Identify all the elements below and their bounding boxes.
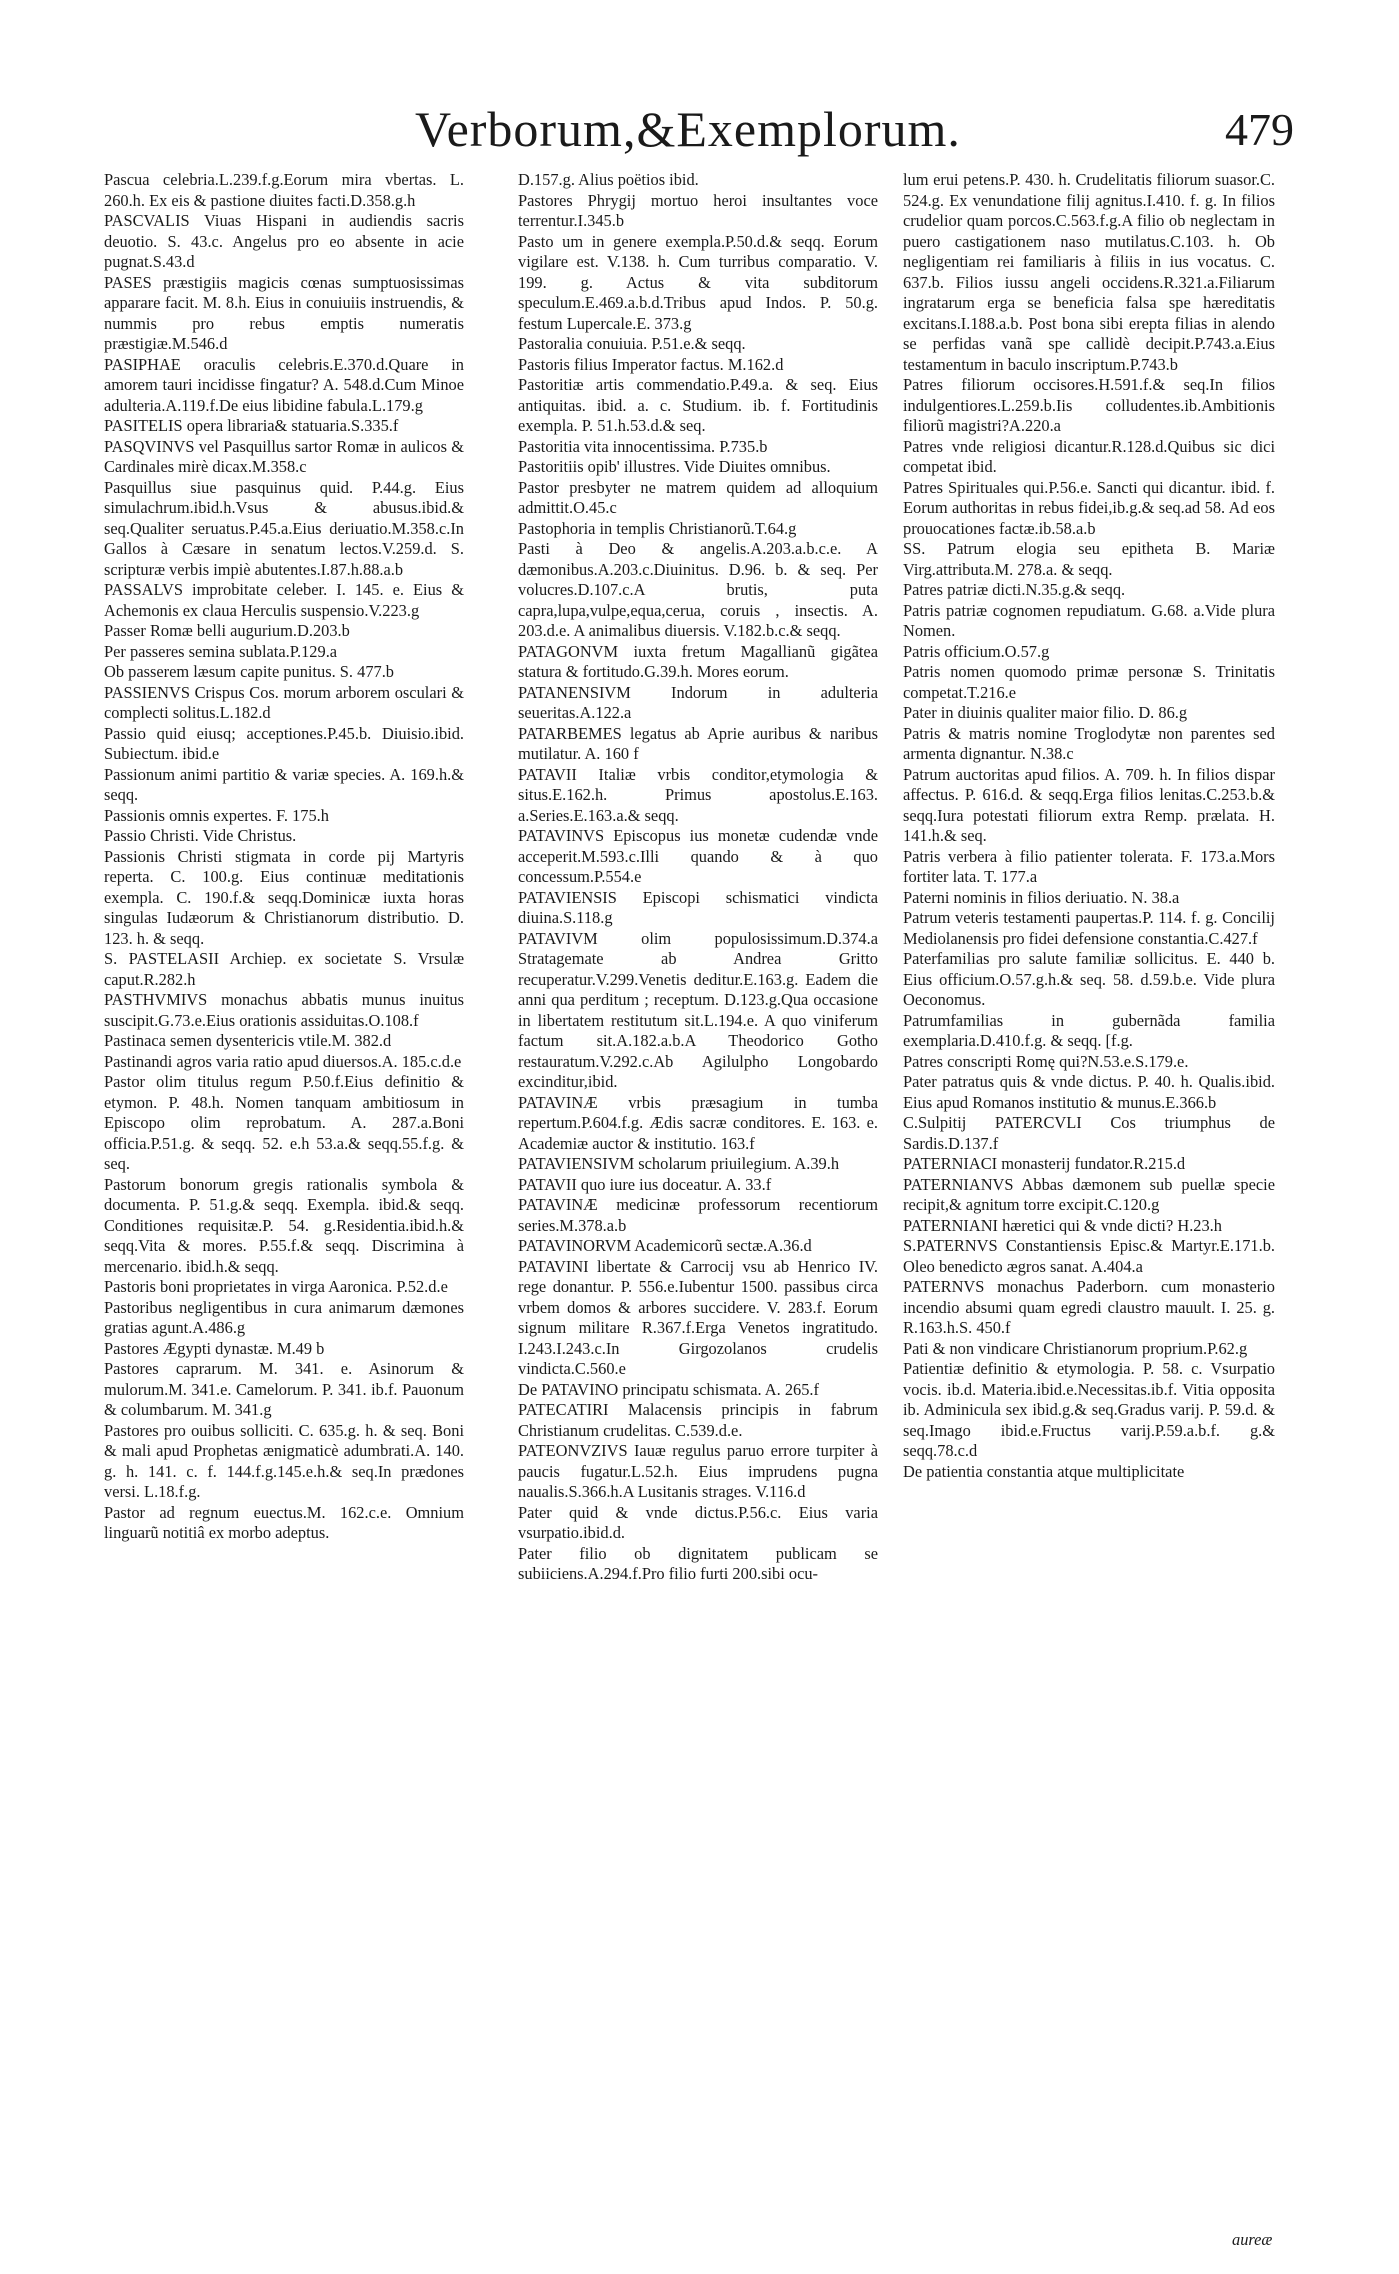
index-entry: Patris patriæ cognomen repudiatum. G.68. a.Vide plura Nomen. bbox=[903, 600, 1275, 640]
index-entry: Pastor olim titulus regum P.50.f.Eius definitio & etymon. P. 48.h. Nomen tanquam ambitiosum in Episcopo olim reprobatum. A. 287.a.Boni officia.P.51.g. & seqq. 52. e.h 53.a.& seqq.55.f.g. & seq. bbox=[104, 1072, 464, 1173]
index-entry: Pastoralia conuiuia. P.51.e.& seqq. bbox=[518, 334, 746, 353]
index-entry: lum erui petens.P. 430. h. Crudelitatis filiorum suasor.C. 524.g. Ex venundatione filij agnitus.I.410. f. g. In filios crudelior quam porcos.C.563.f.g.A filio ob neglectam in puero castigationem naso mutilatus.C.103. h. Ob negligentiam rei familiaris à filiis in ius vocatus. C. 637.b. Filios iussu angeli occidens.R.321.a.Filiarum ingratarum erga se beneficia falsa spe hæreditatis excitans.I.188.a.b. Post bona sibi erepta filias in alendo se perfidas vanã spe callidè decipit.P.743.a.Eius testamentum in baculo inscriptum.P.743.b bbox=[903, 170, 1275, 374]
index-entry: De patientia constantia atque multiplicitate bbox=[903, 1461, 1185, 1481]
index-entry: Pasto um in genere exempla.P.50.d.& seqq. Eorum vigilare est. V.138. h. Cum turribus comparatio. V. 199. g. Actus & vita subditorum speculum.E.469.a.b.d.Tribus apud Indos. P. 50.g. festum Lupercale.E. 373.g bbox=[518, 231, 878, 333]
index-entry: Passionis omnis expertes. F. 175.h bbox=[104, 805, 329, 825]
index-entry: PATAVII Italiæ vrbis conditor,etymologia & situs.E.162.h. Primus apostolus.E.163. a.Series.E.163.a.& seqq. bbox=[518, 764, 878, 825]
index-entry: Patris officium.O.57.g bbox=[903, 641, 1050, 661]
index-entry: Patris verbera à filio patienter tolerata. F. 173.a.Mors fortiter lata. T. 177.a bbox=[903, 846, 1275, 886]
running-title: Verborum,&Exemplorum. bbox=[415, 101, 961, 157]
index-entry: Pastor ad regnum euectus.M. 162.c.e. Omnium linguarũ notitiâ ex morbo adeptus. bbox=[104, 1502, 464, 1542]
index-entry: Patres filiorum occisores.H.591.f.& seq.In filios indulgentiores.L.259.b.Iis colludentes.ib.Ambitionis filiorũ magistri?A.220.a bbox=[903, 375, 1275, 435]
index-entry: PATAVIENSIVM scholarum priuilegium. A.39.h bbox=[518, 1154, 840, 1173]
index-entry: PATAVIENSIS Episcopi schismatici vindicta diuina.S.118.g bbox=[518, 887, 878, 927]
index-entry: PATAGONVM iuxta fretum Magallianũ gigãtea statura & fortitudo.G.39.h. Mores eorum. bbox=[518, 641, 878, 681]
index-entry: Pastor presbyter ne matrem quidem ad alloquium admittit.O.45.c bbox=[518, 477, 878, 517]
index-entry: Per passeres semina sublata.P.129.a bbox=[104, 641, 338, 661]
index-entry: Passio quid eiusq; acceptiones.P.45.b. Diuisio.ibid. Subiectum. ibid.e bbox=[104, 723, 464, 763]
index-entry: Pastophoria in templis Christianorũ.T.64.g bbox=[518, 518, 797, 538]
index-entry: D.157.g. Alius poëtios ibid. bbox=[518, 170, 699, 189]
index-entry: Pastinandi agros varia ratio apud diuersos.A. 185.c.d.e bbox=[104, 1051, 462, 1071]
index-entry: PATAVINORVM Academicorũ sectæ.A.36.d bbox=[518, 1236, 812, 1255]
index-entry: Patris nomen quomodo primæ personæ S. Trinitatis competat.T.216.e bbox=[903, 662, 1275, 702]
index-entry: Pater filio ob dignitatem publicam se subiiciens.A.294.f.Pro filio furti 200.sibi ocu- bbox=[518, 1543, 878, 1583]
index-entry: Pascua celebria.L.239.f.g.Eorum mira vbertas. L. 260.h. Ex eis & pastione diuites facti.D.358.g.h bbox=[104, 170, 464, 210]
index-entry: Pater in diuinis qualiter maior filio. D. 86.g bbox=[903, 703, 1188, 722]
index-column-2 bbox=[518, 170, 878, 1585]
index-entry: PATARBEMES legatus ab Aprie auribus & naribus mutilatur. A. 160 f bbox=[518, 723, 878, 763]
index-entry: Patientiæ definitio & etymologia. P. 58. c. Vsurpatio vocis. ib.d. Materia.ibid.e.Necessitas.ib.f. Vitia opposita ib. Adminicula sex ibid.g.& seq.Gradus varij. P. 59.d. & seq.Imago ibid.e.Fructus varij.P.59.a.b.f. g.& seqq.78.c.d bbox=[903, 1359, 1275, 1460]
index-entry: Patris & matris nomine Troglodytæ non parentes sed armenta dignantur. N.38.c bbox=[903, 723, 1275, 763]
index-entry: Pastores pro ouibus solliciti. C. 635.g. h. & seq. Boni & mali apud Prophetas ænigmaticè adumbrati.A. 140. g. h. 141. c. f. 144.f.g.145.e.h.& seq.In prædones versi. L.18.f.g. bbox=[104, 1420, 464, 1501]
catchword: aureæ bbox=[1232, 2230, 1273, 2249]
index-entry: Patres Spirituales qui.P.56.e. Sancti qui dicantur. ibid. f. Eorum authoritas in rebus fidei,ib.g.& seq.ad 58. Ad eos prouocationes factæ.ib.58.a.b bbox=[903, 477, 1275, 538]
index-entry: Pastorum bonorum gregis rationalis symbola & documenta. P. 51.g.& seqq. Exempla. ibid.& seqq. Conditiones requisitæ.P. 54. g.Residentia.ibid.h.& seqq.Vita & mores. P.55.f.& seqq. Discrimina à mercenario. ibid.h.& seqq. bbox=[104, 1174, 464, 1276]
index-entry: S. PASTELASII Archiep. ex societate S. Vrsulæ caput.R.282.h bbox=[104, 949, 464, 989]
index-entry: Pastinaca semen dysentericis vtile.M. 382.d bbox=[104, 1031, 392, 1050]
index-entry: Pastores Phrygij mortuo heroi insultantes voce terrentur.I.345.b bbox=[518, 190, 878, 230]
index-entry: Patrumfamilias in gubernãda familia exemplaria.D.410.f.g. & seqq. [f.g. bbox=[903, 1010, 1275, 1050]
index-entry: Patres conscripti Romę qui?N.53.e.S.179.e. bbox=[903, 1051, 1189, 1071]
index-entry: PASQVINVS vel Pasquillus sartor Romæ in aulicos & Cardinales mirè dicax.M.358.c bbox=[104, 436, 464, 476]
index-entry: PATAVII quo iure ius doceatur. A. 33.f bbox=[518, 1174, 772, 1194]
index-entry: PATAVINÆ vrbis præsagium in tumba repertum.P.604.f.g. Ædis sacræ conditores. E. 163. e. Academiæ auctor & institutio. 163.f bbox=[518, 1092, 878, 1153]
index-entry: PATERNIANI hæretici qui & vnde dicti? H.23.h bbox=[903, 1215, 1222, 1235]
index-entry: PATAVIVM olim populosissimum.D.374.a Stratagemate ab Andrea Gritto recuperatur.V.299.Venetis deditur.E.163.g. Eadem die anni qua perditum ; receptum. D.123.g.Qua occasione in libertatem restitutum sit.L.194.e. A quo viniferum factum sit.A.182.a.b.A Theodorico Gotho restauratum.V.292.c.Ab Agilulpho Longobardo excinditur,ibid. bbox=[518, 928, 878, 1091]
index-entry: Passer Romæ belli augurium.D.203.b bbox=[104, 621, 350, 640]
index-column-3 bbox=[903, 170, 1275, 1482]
index-entry: PASCVALIS Viuas Hispani in audiendis sacris deuotio. S. 43.c. Angelus pro eo absente in acie pugnat.S.43.d bbox=[104, 211, 464, 271]
index-entry: Pater patratus quis & vnde dictus. P. 40. h. Qualis.ibid. Eius apud Romanos institutio & munus.E.366.b bbox=[903, 1072, 1275, 1112]
index-entry: SS. Patrum elogia seu epitheta B. Mariæ Virg.attributa.M. 278.a. & seqq. bbox=[903, 539, 1275, 579]
index-entry: PASSALVS improbitate celeber. I. 145. e. Eius & Achemonis ex claua Herculis suspensio.V.223.g bbox=[104, 580, 464, 620]
index-entry: PATERNIANVS Abbas dæmonem sub puellæ specie recipit,& agnitum torre excipit.C.120.g bbox=[903, 1174, 1275, 1214]
index-entry: PATERNIACI monasterij fundator.R.215.d bbox=[903, 1154, 1186, 1173]
index-entry: Pastoritia vita innocentissima. P.735.b bbox=[518, 436, 768, 456]
index-entry: PATECATIRI Malacensis principis in fabrum Christianum crudelitas. C.539.d.e. bbox=[518, 1400, 878, 1440]
index-entry: Pastores caprarum. M. 341. e. Asinorum & mulorum.M. 341.e. Camelorum. P. 341. ib.f. Pauonum & columbarum. M. 341.g bbox=[104, 1359, 464, 1419]
index-entry: Paterni nominis in filios deriuatio. N. 38.a bbox=[903, 887, 1180, 907]
page-number: 479 bbox=[1225, 104, 1294, 155]
index-entry: Pastores Ægypti dynastæ. M.49 b bbox=[104, 1338, 325, 1358]
index-entry: PASITELIS opera libraria& statuaria.S.335.f bbox=[104, 416, 399, 435]
index-entry: Passionis Christi stigmata in corde pij Martyris reperta. C. 100.g. Eius continuæ meditationis exempla. C. 190.f.& seqq.Dominicæ iuxta horas singulas Iudæorum & Christianorum distributio. D. 123. h. & seqq. bbox=[104, 846, 464, 948]
index-entry: PATAVINVS Episcopus ius monetæ cudendæ vnde acceperit.M.593.c.Illi quando & à quo concessum.P.554.e bbox=[518, 826, 878, 886]
index-entry: PASES præstigiis magicis cœnas sumptuosissimas apparare facit. M. 8.h. Eius in conuiuiis instruendis, & nummis pro rebus emptis numeratis præstigiæ.M.546.d bbox=[104, 272, 464, 353]
index-entry: PATANENSIVM Indorum in adulteria seueritas.A.122.a bbox=[518, 682, 878, 722]
index-entry: PATAVINI libertate & Carrocij vsu ab Henrico IV. rege donantur. P. 556.e.Iubentur 1500. passibus circa vrbem domos & arbores succidere. V. 283.f. Eorum signum militare R.367.f.Erga Venetos ingratitudo. I.243.I.243.c.In Girgozolanos crudelis vindicta.C.560.e bbox=[518, 1256, 878, 1378]
index-entry: PATERNVS monachus Paderborn. cum monasterio incendio absumi quam egredi claustro mauult. I. 25. g. R.163.h.S. 450.f bbox=[903, 1277, 1275, 1337]
index-entry: PATAVINÆ medicinæ professorum recentiorum series.M.378.a.b bbox=[518, 1195, 878, 1235]
index-entry: PASSIENVS Crispus Cos. morum arborem osculari & complecti solitus.L.182.d bbox=[104, 682, 464, 722]
index-entry: Pater quid & vnde dictus.P.56.c. Eius varia vsurpatio.ibid.d. bbox=[518, 1502, 878, 1542]
index-entry: Pasquillus siue pasquinus quid. P.44.g. Eius simulachrum.ibid.h.Vsus & abusus.ibid.& seq.Qualiter seruatus.P.45.a.Eius deriuatio.M.358.c.In Gallos à Cæsare in senatum lectos.V.259.d. S. scripturæ verbis impiè abutentes.I.87.h.88.a.b bbox=[104, 477, 464, 579]
index-entry: Patrum auctoritas apud filios. A. 709. h. In filios dispar affectus. P. 616.d. & seqq.Erga filios lenitas.C.253.b.& seqq.Iura potestati filiorum extra Remp. prælata. H. 141.h.& seq. bbox=[903, 764, 1275, 845]
index-entry: Pastoribus negligentibus in cura animarum dæmones gratias agunt.A.486.g bbox=[104, 1297, 464, 1337]
index-entry: Ob passerem læsum capite punitus. S. 477.b bbox=[104, 662, 394, 681]
index-entry: Patres patriæ dicti.N.35.g.& seqq. bbox=[903, 580, 1126, 599]
index-entry: Pastoris filius Imperator factus. M.162.d bbox=[518, 354, 784, 374]
index-entry: Paterfamilias pro salute familiæ sollicitus. E. 440 b. Eius officium.O.57.g.h.& seq. 58. d.59.b.e. Vide plura Oeconomus. bbox=[903, 949, 1275, 1009]
index-entry: C.Sulpitij PATERCVLI Cos triumphus de Sardis.D.137.f bbox=[903, 1113, 1275, 1153]
index-entry: S.PATERNVS Constantiensis Episc.& Martyr.E.171.b. Oleo benedicto ægros sanat. A.404.a bbox=[903, 1236, 1275, 1276]
index-entry: Patres vnde religiosi dicantur.R.128.d.Quibus sic dici competat ibid. bbox=[903, 436, 1275, 476]
index-entry: Pasti à Deo & angelis.A.203.a.b.c.e. A dæmonibus.A.203.c.Diuinitus. D.96. b. & seq. Per volucres.D.107.c.A brutis, puta capra,lupa,vulpe,equa,cerua, coruis , insectis. A. 203.d.e. A animalibus diuersis. V.182.b.c.& seqq. bbox=[518, 539, 878, 640]
index-entry: PASIPHAE oraculis celebris.E.370.d.Quare in amorem tauri incidisse fingatur? A. 548.d.Cum Minoe adulteria.A.119.f.De eius libidine fabula.L.179.g bbox=[104, 354, 464, 415]
index-entry: Pastoris boni proprietates in virga Aaronica. P.52.d.e bbox=[104, 1277, 448, 1296]
index-entry: Patrum veteris testamenti paupertas.P. 114. f. g. Concilij Mediolanensis pro fidei defensione constantia.C.427.f bbox=[903, 908, 1275, 948]
index-entry: Pastoritiæ artis commendatio.P.49.a. & seq. Eius antiquitas. ibid. a. c. Studium. ib. f. Fortitudinis exempla. P. 51.h.53.d.& seq. bbox=[518, 375, 878, 435]
index-entry: De PATAVINO principatu schismata. A. 265.f bbox=[518, 1379, 819, 1399]
index-entry: PATEONVZIVS Iauæ regulus paruo errore turpiter à paucis fugatur.L.52.h. Eius imprudens pugna naualis.S.366.h.A Lusitanis strages. V.116.d bbox=[518, 1441, 878, 1501]
index-entry: Passio Christi. Vide Christus. bbox=[104, 826, 297, 845]
index-entry: Passionum animi partitio & variæ species. A. 169.h.& seqq. bbox=[104, 764, 464, 804]
index-entry: PASTHVMIVS monachus abbatis munus inuitus suscipit.G.73.e.Eius orationis assiduitas.O.108.f bbox=[104, 990, 464, 1030]
index-entry: Pastoritiis opib' illustres. Vide Diuites omnibus. bbox=[518, 457, 831, 476]
index-entry: Pati & non vindicare Christianorum proprium.P.62.g bbox=[903, 1338, 1248, 1358]
index-column-1 bbox=[104, 170, 464, 1544]
